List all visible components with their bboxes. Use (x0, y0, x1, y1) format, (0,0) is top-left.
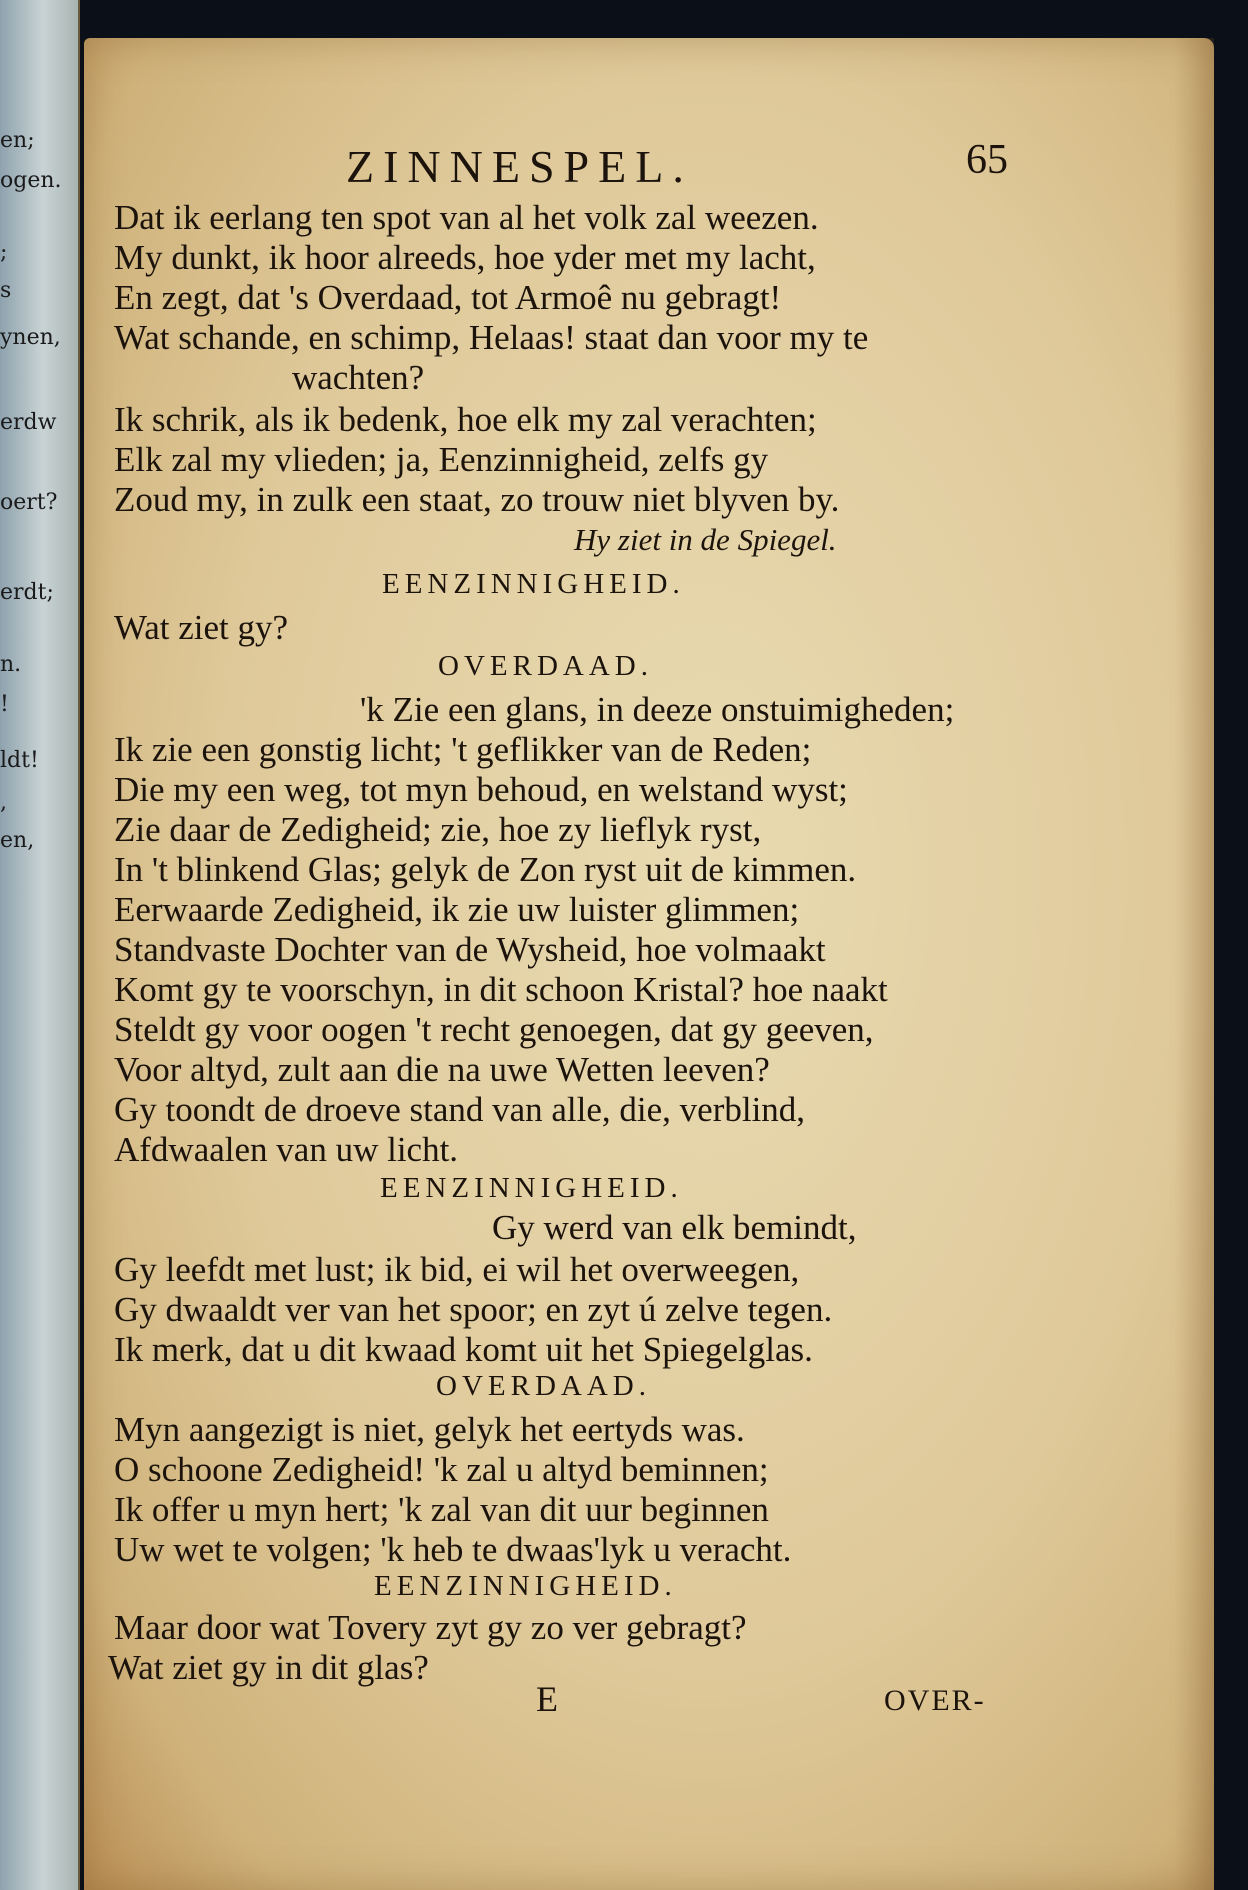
verse-line: Wat ziet gy? (114, 608, 289, 647)
facing-page-fragment: ynen, (0, 325, 61, 350)
verse-line: Komt gy te voorschyn, in dit schoon Kristal? hoe naakt (114, 970, 888, 1009)
speaker-name: EENZINNIGHEID. (374, 1570, 677, 1602)
verse-line: Ik merk, dat u dit kwaad komt uit het Spiegelglas. (114, 1330, 813, 1369)
verse-line: Myn aangezigt is niet, gelyk het eertyds was. (114, 1410, 745, 1449)
verse-line: Gy leefdt met lust; ik bid, ei wil het overweegen, (114, 1250, 800, 1289)
verse-line: Maar door wat Tovery zyt gy zo ver gebragt? (114, 1608, 747, 1647)
verse-line: Gy dwaaldt ver van het spoor; en zyt ú zelve tegen. (114, 1290, 833, 1329)
verse-line: In 't blinkend Glas; gelyk de Zon ryst uit de kimmen. (114, 850, 857, 889)
verse-line: Gy toondt de droeve stand van alle, die, verblind, (114, 1090, 806, 1129)
facing-page-fragment: en, (0, 828, 35, 853)
verse-line: wachten? (292, 358, 425, 397)
speaker-name: EENZINNIGHEID. (380, 1172, 683, 1204)
verse-line: Elk zal my vlieden; ja, Eenzinnigheid, zelfs gy (114, 440, 769, 479)
verse-line: Steldt gy voor oogen 't recht genoegen, dat gy geeven, (114, 1010, 874, 1049)
facing-page-fragment: ! (0, 692, 9, 717)
signature-mark: E (536, 1679, 558, 1719)
verse-line: Ik offer u myn hert; 'k zal van dit uur beginnen (114, 1490, 769, 1529)
running-title: ZINNESPEL. (346, 141, 693, 192)
speaker-name: OVERDAAD. (438, 650, 653, 682)
page-number: 65 (966, 137, 1008, 183)
speaker-name: EENZINNIGHEID. (382, 568, 685, 600)
catchword: OVER- (884, 1684, 986, 1717)
verse-line: My dunkt, ik hoor alreeds, hoe yder met my lacht, (114, 238, 816, 277)
speaker-name: OVERDAAD. (436, 1370, 651, 1402)
facing-page-fragment: erdw (0, 410, 57, 435)
verse-line: Wat ziet gy in dit glas? (108, 1648, 429, 1687)
verse-line: Ik zie een gonstig licht; 't geflikker van de Reden; (114, 730, 812, 769)
verse-line: Zoud my, in zulk een staat, zo trouw niet blyven by. (114, 480, 840, 519)
verse-line: Eerwaarde Zedigheid, ik zie uw luister glimmen; (114, 890, 800, 929)
verse-line: Uw wet te volgen; 'k heb te dwaas'lyk u veracht. (114, 1530, 792, 1569)
facing-page-fragment: , (0, 790, 7, 815)
verse-line: Afdwaalen van uw licht. (114, 1130, 459, 1169)
facing-page-fragment: ogen. (0, 168, 62, 193)
verse-line: Gy werd van elk bemindt, (492, 1208, 857, 1247)
verse-line: En zegt, dat 's Overdaad, tot Armoê nu gebragt! (114, 278, 782, 317)
facing-page-fragment: en; (0, 128, 35, 153)
facing-page-fragment: ldt! (0, 748, 39, 773)
verse-line: Wat schande, en schimp, Helaas! staat dan voor my te (114, 318, 869, 357)
verse-line: Ik schrik, als ik bedenk, hoe elk my zal verachten; (114, 400, 817, 439)
facing-page-edge (0, 0, 80, 1890)
book-page (84, 38, 1214, 1890)
verse-line: 'k Zie een glans, in deeze onstuimigheden; (360, 690, 955, 729)
facing-page-fragment: erdt; (0, 580, 54, 605)
stage-direction: Hy ziet in de Spiegel. (574, 522, 837, 557)
facing-page-fragment: ; (0, 240, 8, 265)
verse-line: Dat ik eerlang ten spot van al het volk zal weezen. (114, 198, 819, 237)
verse-line: Voor altyd, zult aan die na uwe Wetten leeven? (114, 1050, 770, 1089)
facing-page-fragment: oert? (0, 490, 58, 515)
facing-page-fragment: n. (0, 652, 22, 677)
verse-line: Zie daar de Zedigheid; zie, hoe zy lieflyk ryst, (114, 810, 762, 849)
verse-line: O schoone Zedigheid! 'k zal u altyd beminnen; (114, 1450, 769, 1489)
facing-page-fragment: s (0, 278, 12, 303)
verse-line: Standvaste Dochter van de Wysheid, hoe volmaakt (114, 930, 826, 969)
verse-line: Die my een weg, tot myn behoud, en welstand wyst; (114, 770, 848, 809)
